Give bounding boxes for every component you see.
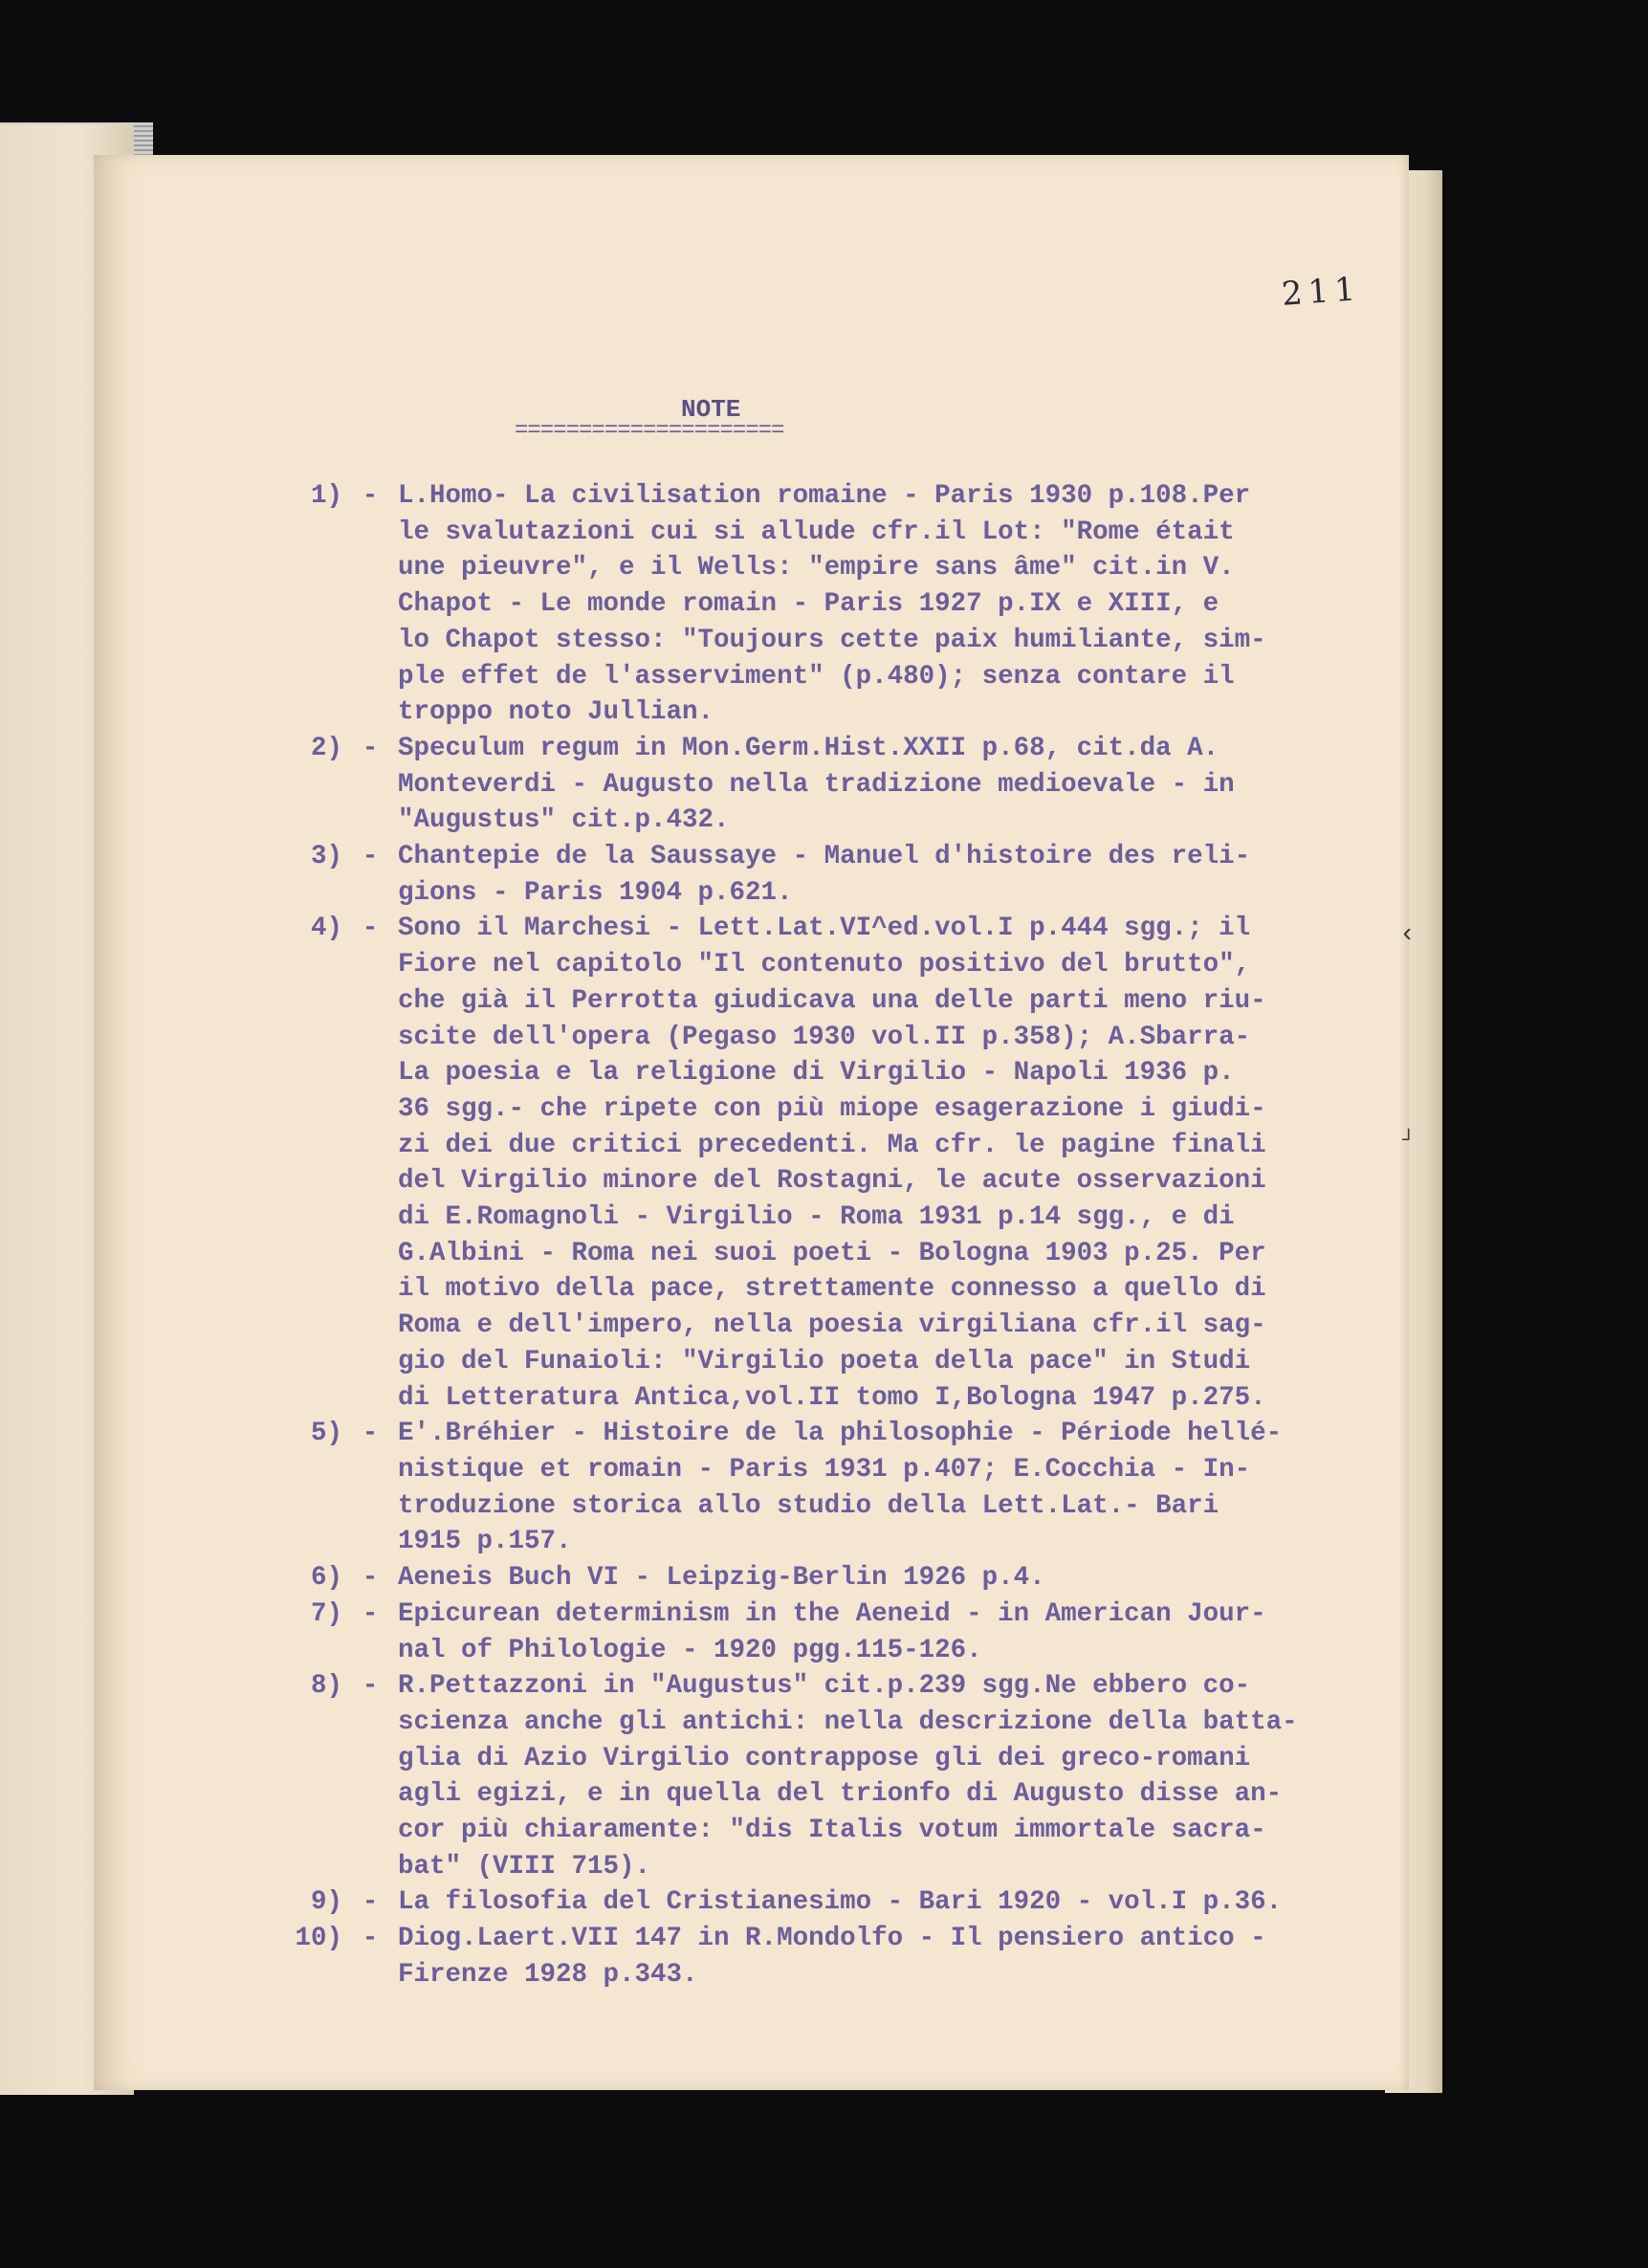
- note-line: Aeneis Buch VI - Leipzig-Berlin 1926 p.4.: [398, 1563, 1045, 1594]
- note-text: [398, 1921, 1383, 1993]
- note-text: [398, 1560, 1383, 1596]
- note-dash: -: [362, 1563, 379, 1594]
- note-dash: -: [362, 842, 379, 872]
- notes-list: [230, 478, 1387, 1993]
- note-line: scite dell'opera (Pegaso 1930 vol.II p.358); A.Sbarra-: [398, 1022, 1251, 1052]
- note-text: [398, 1668, 1383, 1884]
- note-line: Sono il Marchesi - Lett.Lat.VI^ed.vol.I p.444 sgg.; il: [398, 914, 1251, 944]
- note-line: Epicurean determinism in the Aeneid - in American Jour-: [398, 1598, 1266, 1629]
- note-dash: -: [362, 1887, 379, 1918]
- note-line: Chantepie de la Saussaye - Manuel d'histoire des reli-: [398, 842, 1251, 872]
- note-item: [230, 478, 1387, 731]
- note-number: 8): [310, 1671, 342, 1702]
- note-text: [398, 911, 1383, 1416]
- note-line: lo Chapot stesso: "Toujours cette paix humiliante, sim-: [398, 625, 1266, 655]
- note-text: [398, 731, 1383, 839]
- note-item: [230, 1416, 1387, 1560]
- note-line: Chapot - Le monde romain - Paris 1927 p.IX e XIII, e: [398, 589, 1220, 620]
- note-line: che già il Perrotta giudicava una delle parti meno riu-: [398, 985, 1266, 1016]
- note-number: 1): [310, 481, 342, 511]
- note-number: 9): [310, 1887, 342, 1918]
- note-dash: -: [362, 1671, 379, 1702]
- note-text: [398, 1884, 1383, 1921]
- note-number: 3): [310, 842, 342, 872]
- note-line: nistique et romain - Paris 1931 p.407; E.Cocchia - In-: [398, 1454, 1251, 1485]
- note-line: Monteverdi - Augusto nella tradizione medioevale - in: [398, 769, 1235, 800]
- note-line: 1915 p.157.: [398, 1527, 572, 1557]
- note-line: agli egizi, e in quella del trionfo di Augusto disse an-: [398, 1779, 1283, 1810]
- note-item: [230, 1560, 1387, 1596]
- note-number: 5): [310, 1419, 342, 1449]
- note-line: di E.Romagnoli - Virgilio - Roma 1931 p.14 sgg., e di: [398, 1202, 1235, 1233]
- note-line: nal of Philologie - 1920 pgg.115-126.: [398, 1635, 982, 1665]
- note-line: troppo noto Jullian.: [398, 697, 714, 728]
- note-dash: -: [362, 914, 379, 944]
- note-line: Diog.Laert.VII 147 in R.Mondolfo - Il pensiero antico -: [398, 1924, 1266, 1954]
- note-text: [398, 1596, 1383, 1668]
- note-text: [398, 839, 1383, 911]
- margin-mark: ┘: [1402, 1129, 1416, 1153]
- note-line: zi dei due critici precedenti. Ma cfr. le pagine finali: [398, 1130, 1266, 1160]
- note-item: [230, 1884, 1387, 1921]
- note-line: bat" (VIII 715).: [398, 1851, 651, 1882]
- note-dash: -: [362, 1924, 379, 1954]
- note-line: R.Pettazzoni in "Augustus" cit.p.239 sgg.Ne ebbero co-: [398, 1671, 1251, 1702]
- note-line: E'.Bréhier - Histoire de la philosophie - Période hellé-: [398, 1419, 1283, 1449]
- note-dash: -: [362, 481, 379, 511]
- note-line: La filosofia del Cristianesimo - Bari 1920 - vol.I p.36.: [398, 1887, 1283, 1918]
- note-line: gions - Paris 1904 p.621.: [398, 877, 793, 908]
- note-item: [230, 911, 1387, 1416]
- note-line: L.Homo- La civilisation romaine - Paris 1930 p.108.Per: [398, 481, 1251, 511]
- note-line: di Letteratura Antica,vol.II tomo I,Bologna 1947 p.275.: [398, 1382, 1266, 1413]
- page-title: NOTE: [681, 395, 741, 424]
- title-underline: =====================: [515, 418, 784, 444]
- note-line: Roma e dell'impero, nella poesia virgiliana cfr.il sag-: [398, 1310, 1266, 1341]
- note-line: G.Albini - Roma nei suoi poeti - Bologna 1903 p.25. Per: [398, 1238, 1266, 1268]
- note-line: glia di Azio Virgilio contrappose gli dei greco-romani: [398, 1743, 1251, 1773]
- note-line: ple effet de l'asserviment" (p.480); senza contare il: [398, 661, 1235, 692]
- margin-mark: ‹: [1399, 920, 1416, 950]
- note-number: 4): [310, 914, 342, 944]
- note-line: Fiore nel capitolo "Il contenuto positivo del brutto",: [398, 950, 1251, 980]
- note-line: scienza anche gli antichi: nella descrizione della batta-: [398, 1707, 1298, 1737]
- note-line: "Augustus" cit.p.432.: [398, 805, 730, 836]
- note-dash: -: [362, 733, 379, 763]
- note-line: del Virgilio minore del Rostagni, le acute osservazioni: [398, 1166, 1266, 1197]
- note-text: [398, 478, 1383, 731]
- page-number: 211: [1280, 270, 1363, 314]
- note-line: une pieuvre", e il Wells: "empire sans âme" cit.in V.: [398, 553, 1235, 584]
- note-item: [230, 839, 1387, 911]
- note-line: cor più chiaramente: "dis Italis votum immortale sacra-: [398, 1816, 1266, 1846]
- note-number: 10): [295, 1924, 342, 1954]
- note-line: le svalutazioni cui si allude cfr.il Lot: "Rome était: [398, 517, 1235, 547]
- note-item: [230, 1596, 1387, 1668]
- note-dash: -: [362, 1419, 379, 1449]
- note-line: 36 sgg.- che ripete con più miope esagerazione i giudi-: [398, 1093, 1266, 1124]
- note-number: 7): [310, 1598, 342, 1629]
- note-line: gio del Funaioli: "Virgilio poeta della pace" in Studi: [398, 1346, 1251, 1376]
- note-number: 6): [310, 1563, 342, 1594]
- note-number: 2): [310, 733, 342, 763]
- note-line: il motivo della pace, strettamente connesso a quello di: [398, 1274, 1266, 1305]
- note-item: [230, 731, 1387, 839]
- note-text: [398, 1416, 1383, 1560]
- note-line: Firenze 1928 p.343.: [398, 1959, 698, 1990]
- note-line: La poesia e la religione di Virgilio - Napoli 1936 p.: [398, 1058, 1235, 1089]
- note-dash: -: [362, 1598, 379, 1629]
- note-item: [230, 1668, 1387, 1884]
- note-line: Speculum regum in Mon.Germ.Hist.XXII p.68, cit.da A.: [398, 733, 1220, 763]
- note-item: [230, 1921, 1387, 1993]
- note-line: troduzione storica allo studio della Lett.Lat.- Bari: [398, 1490, 1220, 1521]
